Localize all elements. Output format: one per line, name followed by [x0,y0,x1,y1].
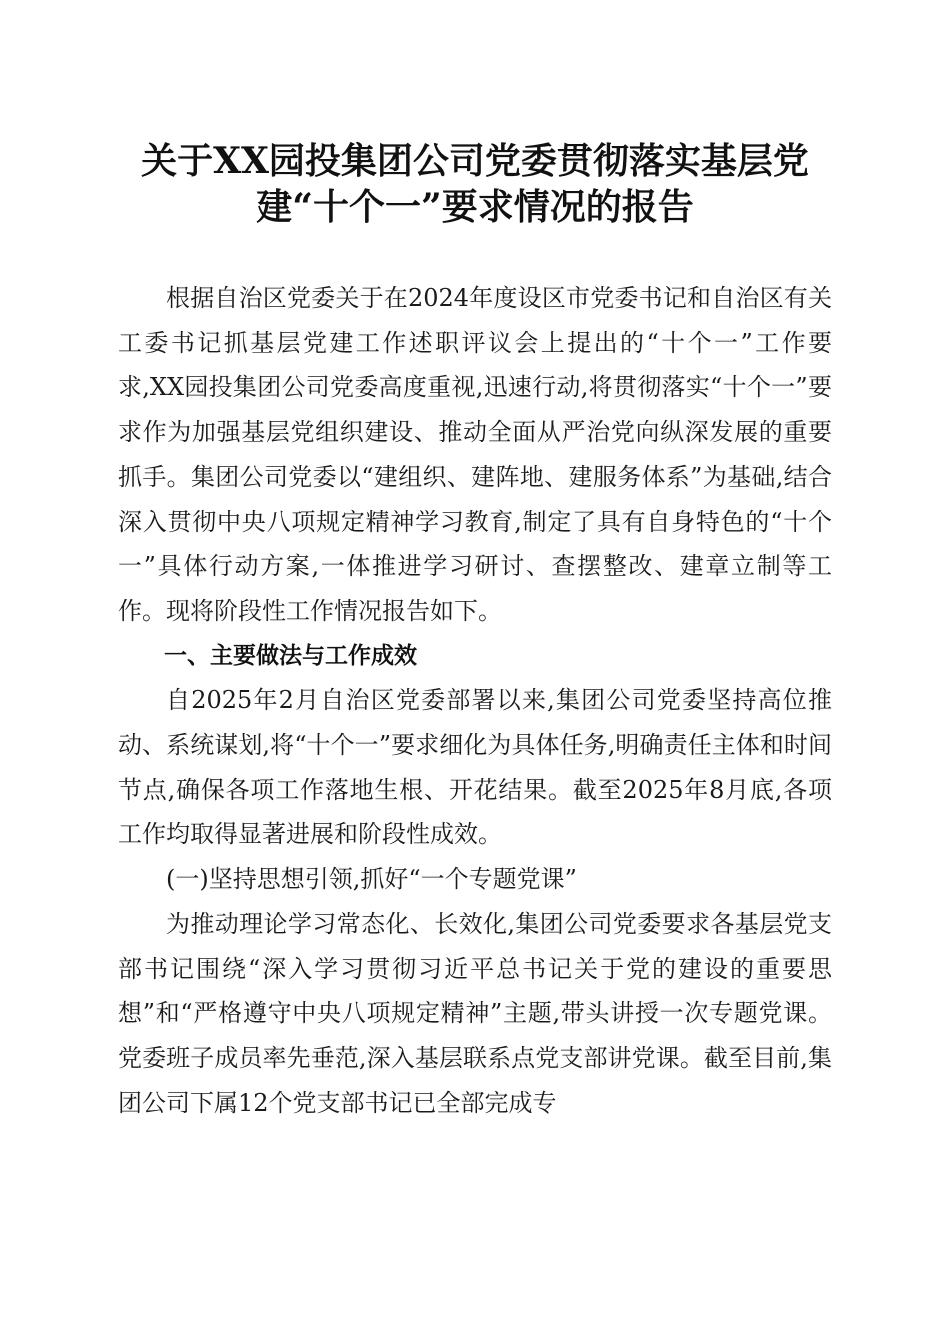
subsection-heading-1: (一)坚持思想引领,抓好“一个专题党课” [166,865,577,894]
section-1-paragraph: 自2025年2月自治区党委部署以来,集团公司党委坚持高位推动、系统谋划,将“十个一”要求细化为具体任务,明确责任主体和时间节点,确保各项工作落地生根、开花结果。截至2025年8月底,各项工作均取得显著进展和阶段性成效。 [118,686,832,849]
document-body [118,276,832,1125]
title-line-1: 关于XX园投集团公司党委贯彻落实基层党 [141,140,809,182]
title-line-2: 建“十个一”要求情况的报告 [256,186,694,228]
intro-paragraph: 根据自治区党委关于在2024年度设区市党委书记和自治区有关工委书记抓基层党建工作述职评议会上提出的“十个一”工作要求,XX园投集团公司党委高度重视,迅速行动,将贯彻落实“十个一”要求作为加强基层党组织建设、推动全面从严治党向纵深发展的重要抓手。集团公司党委以“建组织、建阵地、建服务体系”为基础,结合深入贯彻中央八项规定精神学习教育,制定了具有自身特色的“十个一”具体行动方案,一体推进学习研讨、查摆整改、建章立制等工作。现将阶段性工作情况报告如下。 [118,284,832,625]
subsection-1-paragraph: 为推动理论学习常态化、长效化,集团公司党委要求各基层党支部书记围绕“深入学习贯彻习近平总书记关于党的建设的重要思想”和“严格遵守中央八项规定精神”主题,带头讲授一次专题党课。党委班子成员率先垂范,深入基层联系点党支部讲党课。截至目前,集团公司下属12个党支部书记已全部完成专 [118,909,832,1117]
section-heading-1: 一、主要做法与工作成效 [164,642,417,669]
document-title [118,138,832,230]
